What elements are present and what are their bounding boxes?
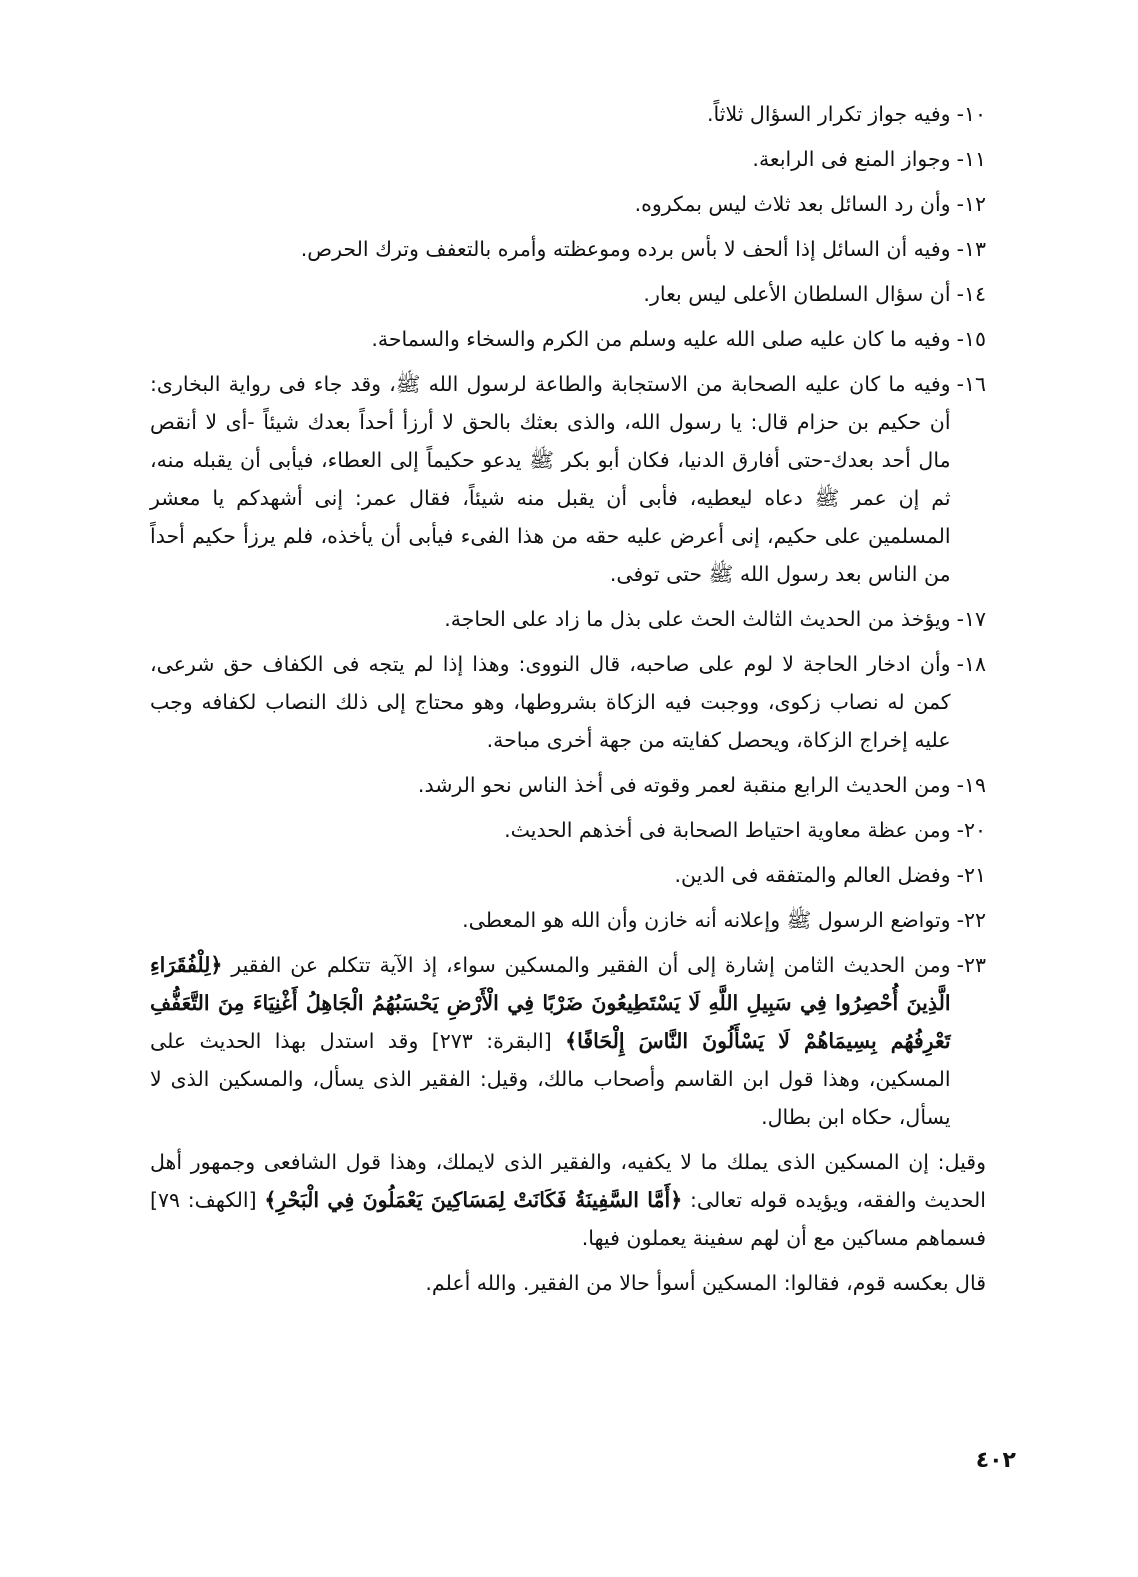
list-item-16 [150, 365, 986, 593]
item-text: وأن رد السائل بعد ثلاث ليس بمكروه. [634, 192, 951, 216]
item-number: ١٧- [956, 607, 986, 631]
verse-reference: [البقرة: ٢٧٣] [418, 1029, 566, 1053]
item-number: ١٤- [956, 282, 986, 306]
item-intro: ومن الحديث الثامن إشارة إلى أن الفقير والمسكين سواء، إذ الآية تتكلم عن الفقير [231, 953, 951, 977]
item-number: ٢٣- [956, 953, 986, 977]
list-item-23 [150, 946, 986, 1136]
item-number: ١١- [956, 147, 986, 171]
paragraph-continuation: فسماهم مساكين مع أن لهم سفينة يعملون فيها. [581, 1226, 986, 1250]
list-item-11 [150, 140, 986, 178]
page-number: ٤٠٢ [975, 1448, 1016, 1473]
list-item-12 [150, 185, 986, 223]
list-item-20 [150, 811, 986, 849]
item-text [150, 946, 951, 1136]
list-item-15 [150, 320, 986, 358]
quran-verse: ﴿أَمَّا السَّفِينَةُ فَكَانَتْ لِمَسَاكِينَ يَعْمَلُونَ فِي الْبَحْرِ﴾ [264, 1188, 683, 1212]
item-number: ١٠- [956, 102, 986, 126]
item-number: ١٨- [956, 652, 986, 676]
list-item-13 [150, 230, 986, 268]
item-number: ١٩- [956, 773, 986, 797]
item-number: ١٢- [956, 192, 986, 216]
list-item-18 [150, 645, 986, 759]
item-number: ١٥- [956, 327, 986, 351]
item-number: ٢١- [956, 863, 986, 887]
item-number: ٢٠- [956, 818, 986, 842]
paragraph-intro: وقيل: إن المسكين الذى يملك ما لا يكفيه، والفقير الذى لايملك، وهذا قول الشافعى وجمهور أهل الحديث والفقه، ويؤيده قوله تعالى: [150, 1150, 986, 1212]
item-text: وفيه جواز تكرار السؤال ثلاثاً. [707, 102, 951, 126]
paragraph-miskin [150, 1143, 986, 1257]
item-text: وفيه ما كان عليه الصحابة من الاستجابة والطاعة لرسول الله ﷺ، وقد جاء فى رواية البخارى: أن حكيم بن حزام قال: يا رسول الله، والذى بعثك بالحق لا أرزأ أحداً بعدك شيئاً -أى لا أنقص مال أحد بعدك-حتى أفارق الدنيا، فكان أبو بكر ﷺ يدعو حكيماً إلى العطاء، فيأبى أن يقبله منه، ثم إن عمر ﷺ دعاه ليعطيه، فأبى أن يقبل منه شيئاً، فقال عمر: إنى أشهدكم يا معشر المسلمين على حكيم، إنى أعرض عليه حقه من هذا الفىء فيأبى أن يأخذه، فلم يرزأ حكيم أحداً من الناس بعد رسول الله ﷺ حتى توفى. [150, 372, 951, 586]
item-number: ١٦- [956, 372, 986, 396]
item-text: ومن عظة معاوية احتياط الصحابة فى أخذهم الحديث. [504, 818, 951, 842]
item-text: وفيه ما كان عليه صلى الله عليه وسلم من الكرم والسخاء والسماحة. [371, 327, 951, 351]
item-number: ٢٢- [956, 908, 986, 932]
item-text: وفيه أن السائل إذا ألحف لا بأس برده وموعظته وأمره بالتعفف وترك الحرص. [300, 237, 951, 261]
item-text: وتواضع الرسول ﷺ وإعلانه أنه خازن وأن الله هو المعطى. [462, 908, 951, 932]
numbered-list [150, 95, 986, 1136]
verse-reference: [الكهف: ٧٩] [150, 1188, 265, 1212]
page-body [150, 95, 986, 1309]
list-item-21 [150, 856, 986, 894]
item-continuation: وقد استدل بهذا الحديث على المسكين، وهذا قول ابن القاسم وأصحاب مالك، وقيل: الفقير الذى يسأل، والمسكين الذى لا يسأل، حكاه ابن بطال. [150, 1029, 951, 1129]
item-text: وجواز المنع فى الرابعة. [752, 147, 951, 171]
list-item-19 [150, 766, 986, 804]
item-text: أن سؤال السلطان الأعلى ليس بعار. [643, 282, 951, 306]
paragraph-closing: قال بعكسه قوم، فقالوا: المسكين أسوأ حالا من الفقير. والله أعلم. [425, 1271, 986, 1295]
list-item-17 [150, 600, 986, 638]
item-number: ١٣- [956, 237, 986, 261]
item-text: ويؤخذ من الحديث الثالث الحث على بذل ما زاد على الحاجة. [444, 607, 951, 631]
item-text: وأن ادخار الحاجة لا لوم على صاحبه، قال النووى: وهذا إذا لم يتجه فى الكفاف حق شرعى، كمن له نصاب زكوى، ووجبت فيه الزكاة بشروطها، وهو محتاج إلى ذلك النصاب لكفافه وجب عليه إخراج الزكاة، ويحصل كفايته من جهة أخرى مباحة. [150, 652, 951, 752]
list-item-14 [150, 275, 986, 313]
item-text: وفضل العالم والمتفقه فى الدين. [674, 863, 951, 887]
list-item-10 [150, 95, 986, 133]
item-text: ومن الحديث الرابع منقبة لعمر وقوته فى أخذ الناس نحو الرشد. [417, 773, 951, 797]
quran-verse: ﴿لِلْفُقَرَاءِ الَّذِينَ أُحْصِرُوا فِي سَبِيلِ اللَّهِ لَا يَسْتَطِيعُونَ ضَرْبًا فِي الْأَرْضِ يَحْسَبُهُمُ الْجَاهِلُ أَغْنِيَاءَ مِنَ التَّعَفُّفِ تَعْرِفُهُم بِسِيمَاهُمْ لَا يَسْأَلُونَ النَّاسَ إِلْحَافًا﴾ [150, 953, 951, 1053]
list-item-22 [150, 901, 986, 939]
